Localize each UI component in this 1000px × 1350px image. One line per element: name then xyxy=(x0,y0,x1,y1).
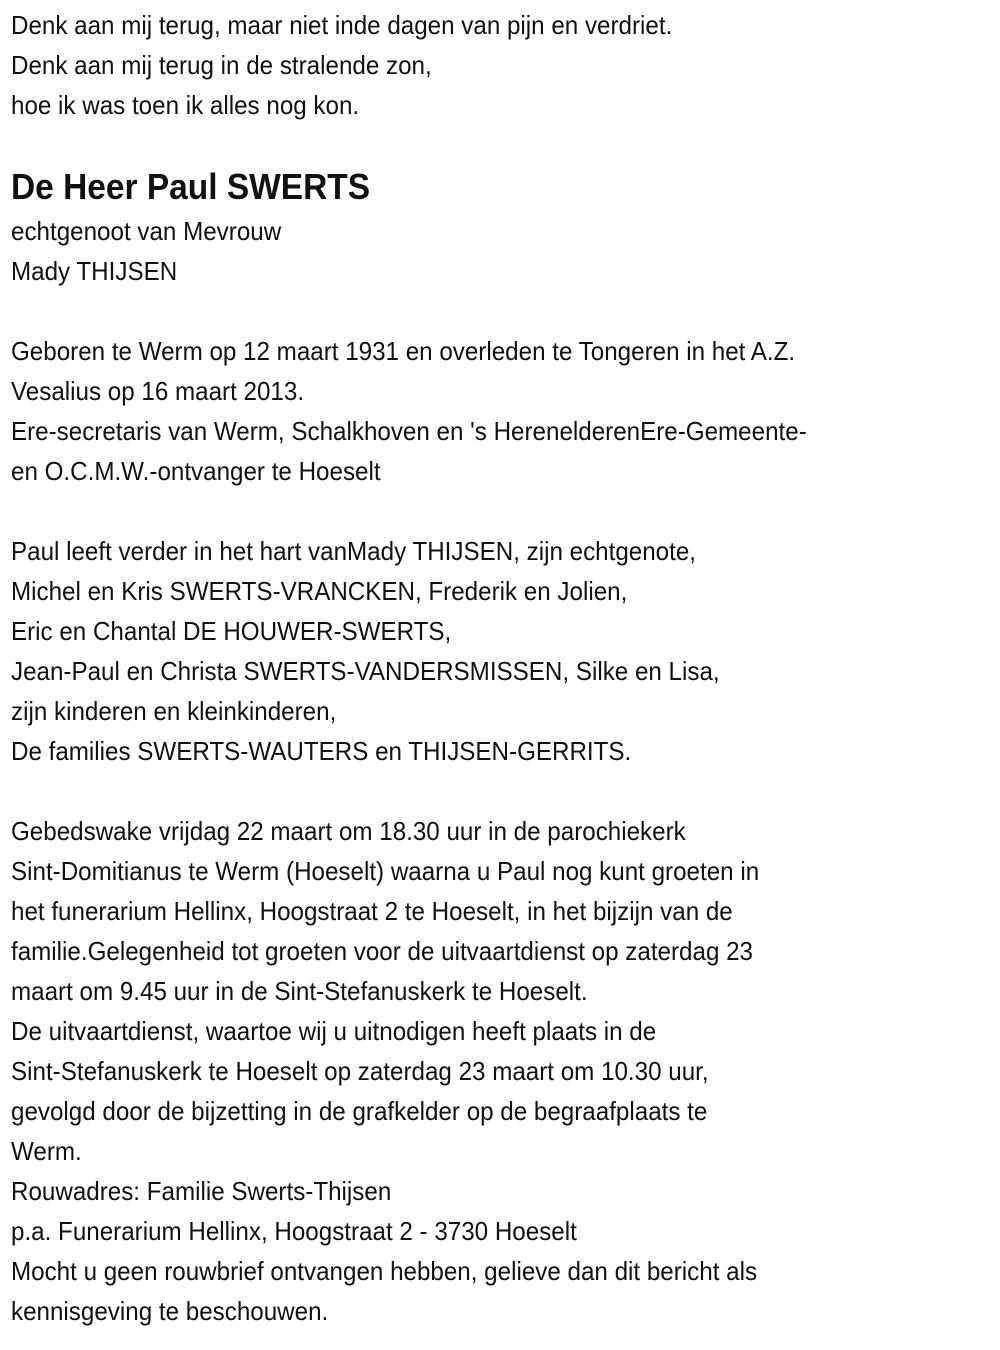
ceremony-line: maart om 9.45 uur in de Sint-Stefanuskerk te Hoeselt. xyxy=(11,976,588,1006)
family-line: Michel en Kris SWERTS-VRANCKEN, Frederik en Jolien, xyxy=(11,576,628,606)
ceremony-line: Sint-Stefanuskerk te Hoeselt op zaterdag 23 maart om 10.30 uur, xyxy=(11,1056,709,1086)
spacer xyxy=(11,291,1000,331)
notice-line: kennisgeving te beschouwen. xyxy=(11,1296,329,1326)
ceremony-line: het funerarium Hellinx, Hoogstraat 2 te Hoeselt, in het bijzijn van de xyxy=(11,896,733,926)
bio-line: Geboren te Werm op 12 maart 1931 en overleden te Tongeren in het A.Z. xyxy=(11,336,796,366)
family-line: zijn kinderen en kleinkinderen, xyxy=(11,696,337,726)
deceased-section xyxy=(11,163,1000,291)
ceremony-line: Gebedswake vrijdag 22 maart om 18.30 uur in de parochiekerk xyxy=(11,816,686,846)
spouse-line: echtgenoot van Mevrouw xyxy=(11,216,282,246)
family-line: Jean-Paul en Christa SWERTS-VANDERSMISSEN, Silke en Lisa, xyxy=(11,656,720,686)
ceremony-line: Sint-Domitianus te Werm (Hoeselt) waarna u Paul nog kunt groeten in xyxy=(11,856,760,886)
obituary-notice xyxy=(11,5,1000,1331)
bio-line: Ere-secretaris van Werm, Schalkhoven en 's HerenelderenEre-Gemeente- xyxy=(11,416,807,446)
spacer xyxy=(11,491,1000,531)
poem-line: Denk aan mij terug, maar niet inde dagen van pijn en verdriet. xyxy=(11,10,673,40)
poem xyxy=(11,5,1000,125)
bio-line: Vesalius op 16 maart 2013. xyxy=(11,376,305,406)
ceremony-line: Werm. xyxy=(11,1136,82,1166)
ceremony-line: De uitvaartdienst, waartoe wij u uitnodigen heeft plaats in de xyxy=(11,1016,657,1046)
spacer xyxy=(11,125,1000,165)
family-line: Eric en Chantal DE HOUWER-SWERTS, xyxy=(11,616,452,646)
ceremony-line: gevolgd door de bijzetting in de grafkelder op de begraafplaats te xyxy=(11,1096,708,1126)
notice-line: Mocht u geen rouwbrief ontvangen hebben, gelieve dan dit bericht als xyxy=(11,1256,758,1286)
ceremony-section xyxy=(11,811,1000,1331)
poem-line: Denk aan mij terug in de stralende zon, xyxy=(11,50,432,80)
mourning-address-line: p.a. Funerarium Hellinx, Hoogstraat 2 - 3730 Hoeselt xyxy=(11,1216,577,1246)
ceremony-line: familie.Gelegenheid tot groeten voor de uitvaartdienst op zaterdag 23 xyxy=(11,936,754,966)
deceased-name-heading: De Heer Paul SWERTS xyxy=(11,166,371,207)
bio-section xyxy=(11,331,1000,491)
mourning-address-line: Rouwadres: Familie Swerts-Thijsen xyxy=(11,1176,392,1206)
bio-line: en O.C.M.W.-ontvanger te Hoeselt xyxy=(11,456,381,486)
family-line: De families SWERTS-WAUTERS en THIJSEN-GERRITS. xyxy=(11,736,632,766)
poem-line: hoe ik was toen ik alles nog kon. xyxy=(11,90,360,120)
family-section xyxy=(11,531,1000,771)
spacer xyxy=(11,771,1000,811)
spouse-line: Mady THIJSEN xyxy=(11,256,178,286)
family-line: Paul leeft verder in het hart vanMady THIJSEN, zijn echtgenote, xyxy=(11,536,697,566)
